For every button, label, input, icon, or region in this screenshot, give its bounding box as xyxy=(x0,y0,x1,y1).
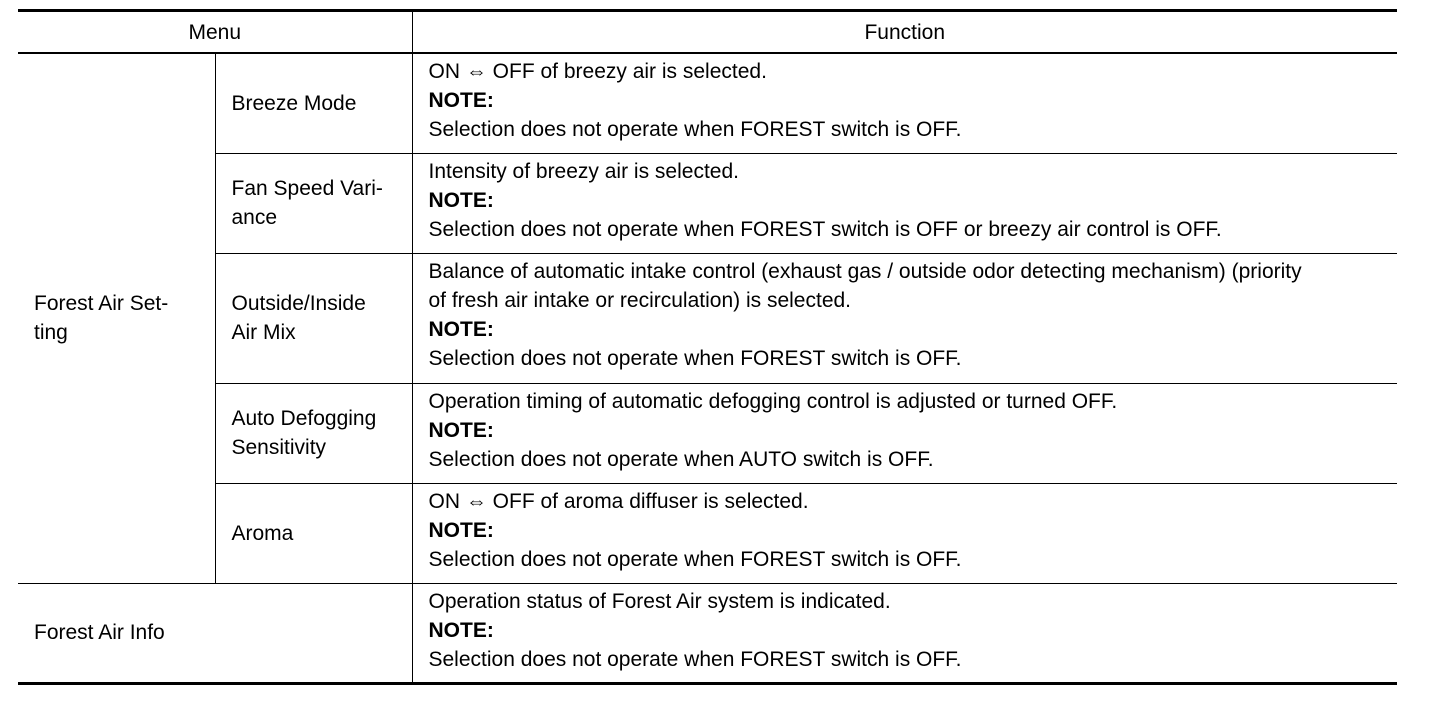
function-breeze-mode xyxy=(412,53,1397,153)
forest-air-setting-label-line1: Forest Air Set- xyxy=(34,292,169,316)
note-text: Selection does not operate when FOREST switch is OFF. xyxy=(428,118,962,141)
table-row-outside-inside-air-mix xyxy=(18,253,1397,383)
note-label: NOTE: xyxy=(428,418,494,442)
function-text: ON ⇔ OFF of aroma diffuser is selected. xyxy=(428,489,809,513)
note-label: NOTE: xyxy=(428,317,494,341)
note-text: Selection does not operate when FOREST switch is OFF. xyxy=(428,547,962,571)
menu-forest-air-setting xyxy=(18,53,215,583)
submenu-auto-defogging-sensitivity: Auto Defogging Sensitivity xyxy=(215,383,412,483)
function-outside-inside-air-mix xyxy=(412,253,1397,383)
submenu-breeze-mode: Breeze Mode xyxy=(215,53,412,153)
header-menu: Menu xyxy=(18,11,412,54)
header-function: Function xyxy=(412,11,1397,54)
function-forest-air-info xyxy=(412,583,1397,683)
menu-function-table xyxy=(18,9,1397,685)
note-text: Selection does not operate when FOREST switch is OFF or breezy air control is OFF. xyxy=(428,217,1222,241)
function-text: Balance of automatic intake control (exhaust gas / outside odor detecting mechanism) (priority xyxy=(428,259,1302,283)
function-fan-speed-variance xyxy=(412,153,1397,253)
submenu-outside-inside-air-mix: Outside/Inside Air Mix xyxy=(215,253,412,383)
table-row-aroma xyxy=(18,483,1397,583)
table-row-forest-air-info xyxy=(18,583,1397,683)
note-label: NOTE: xyxy=(428,618,494,642)
function-text: Intensity of breezy air is selected. xyxy=(428,159,739,183)
note-label: NOTE: xyxy=(428,89,494,112)
submenu-aroma: Aroma xyxy=(215,483,412,583)
note-label: NOTE: xyxy=(428,518,494,542)
table-header-row xyxy=(18,11,1397,54)
note-text: Selection does not operate when FOREST switch is OFF. xyxy=(428,346,962,370)
function-text: Operation status of Forest Air system is indicated. xyxy=(428,589,891,613)
menu-forest-air-info: Forest Air Info xyxy=(18,583,412,683)
function-text: of fresh air intake or recirculation) is selected. xyxy=(428,288,852,312)
function-auto-defogging-sensitivity xyxy=(412,383,1397,483)
forest-air-setting-label-line2: ting xyxy=(34,321,68,345)
table-row-breeze-mode xyxy=(18,53,1397,153)
function-text: Operation timing of automatic defogging control is adjusted or turned OFF. xyxy=(428,389,1118,413)
note-label: NOTE: xyxy=(428,188,494,212)
function-text: ON ⇔ OFF of breezy air is selected. xyxy=(428,60,767,83)
table-row-fan-speed-variance xyxy=(18,153,1397,253)
submenu-fan-speed-variance: Fan Speed Vari- ance xyxy=(215,153,412,253)
function-aroma xyxy=(412,483,1397,583)
note-text: Selection does not operate when AUTO switch is OFF. xyxy=(428,447,934,471)
note-text: Selection does not operate when FOREST switch is OFF. xyxy=(428,647,962,671)
table-row-auto-defogging-sensitivity xyxy=(18,383,1397,483)
